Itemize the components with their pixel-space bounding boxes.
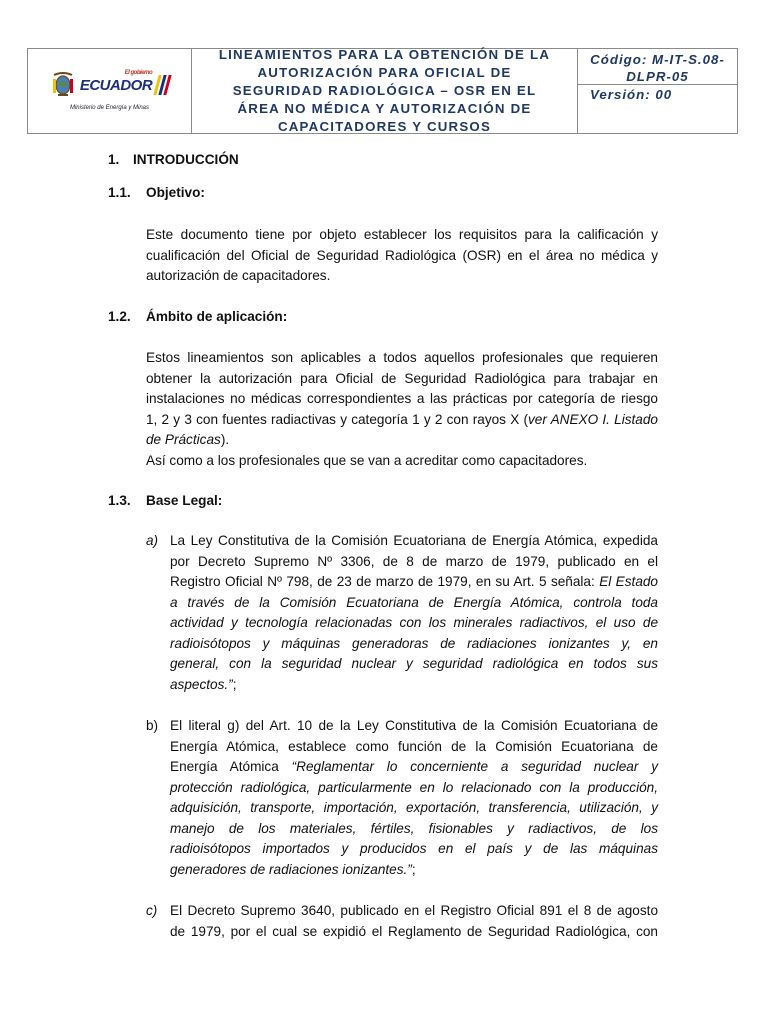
legal-item-c: El Decreto Supremo 3640, publicado en el Registro Oficial 891 el 8 de agosto de 1979, por el cual se expidió el Reglamento de Seguridad Radiológica, con xyxy=(170,903,658,939)
section-number: 1. xyxy=(108,152,120,167)
subsection-heading: Objetivo: xyxy=(146,185,205,200)
legal-item-b: El literal g) del Art. 10 de la Ley Constitutiva de la Comisión Ecuatoriana de Energía Atómica, establece como función de la Comisión Ecuatoriana de Energía Atómica “Reglamentar lo concerniente a seguridad nuclear y protección radiológica, particularmente en lo relacionado con la producción, adquisición, transporte, importación, exportación, transferencia, utilización, y manejo de los materiales, fértiles, fisionables y radiactivos, de los radioisótopos importados y producidos en el país y de las máquinas generadores de radiaciones ionizantes.”; xyxy=(170,718,658,877)
subsection-heading: Ámbito de aplicación: xyxy=(146,309,288,324)
subsection-number: 1.2. xyxy=(108,309,131,324)
subsection-number: 1.3. xyxy=(108,493,131,508)
subsection-heading: Base Legal: xyxy=(146,493,223,508)
document-code: Código: M-IT-S.08- DLPR-05 xyxy=(578,49,737,85)
coat-of-arms-icon xyxy=(50,71,76,99)
scope-paragraph: Estos lineamientos son aplicables a todos aquellos profesionales que requieren obtener la autorización para Oficial de Seguridad Radiológica para trabajar en instalaciones no médicas correspondientes a las prácticas por categoría de riesgo 1, 2 y 3 con fuentes radiactivas y categoría 1 y 2 con rayos X (ver ANEXO I. Listado de Prácticas). Así como a los profesionales que se van a acreditar como capacitadores. xyxy=(146,350,658,468)
logo-caption: Ministerio de Energía y Minas xyxy=(69,105,150,111)
document-header xyxy=(27,48,738,134)
list-item-label: b) xyxy=(146,718,159,733)
list-item-label: c) xyxy=(146,903,158,918)
flag-stripes-icon xyxy=(156,75,169,95)
document-version: Versión: 00 xyxy=(590,87,673,102)
objective-paragraph: Este documento tiene por objeto establecer los requisitos para la calificación y cualificación del Oficial de Seguridad Radiológica (OSR) en el área no médica y autorización de capacitadores. xyxy=(146,227,658,283)
subsection-number: 1.1. xyxy=(108,185,131,200)
list-item-label: a) xyxy=(146,533,159,548)
document-meta xyxy=(578,49,737,133)
institution-logo xyxy=(28,49,192,133)
section-heading: INTRODUCCIÓN xyxy=(133,152,239,167)
document-title: LINEAMIENTOS PARA LA OBTENCIÓN DE LA AUTORIZACIÓN PARA OFICIAL DE SEGURIDAD RADIOLÓGICA – OSR EN EL ÁREA NO MÉDICA Y AUTORIZACIÓN DE CAPACITADORES Y CURSOS xyxy=(192,49,578,133)
legal-item-a: La Ley Constitutiva de la Comisión Ecuatoriana de Energía Atómica, expedida por Decreto Supremo Nº 3306, de 8 de marzo de 1979, publicado en el Registro Oficial Nº 798, de 23 de marzo de 1979, en su Art. 5 señala: El Estado a través de la Comisión Ecuatoriana de Energía Atómica, controla toda actividad y tecnología relacionadas con los minerales radiactivos, el uso de radioisótopos y máquinas generadoras de radiaciones ionizantes y, en general, con la seguridad nuclear y seguridad radiológica en todos sus aspectos.”; xyxy=(170,533,658,692)
logo-wordmark: ECUADOR El gobierno xyxy=(79,69,153,94)
